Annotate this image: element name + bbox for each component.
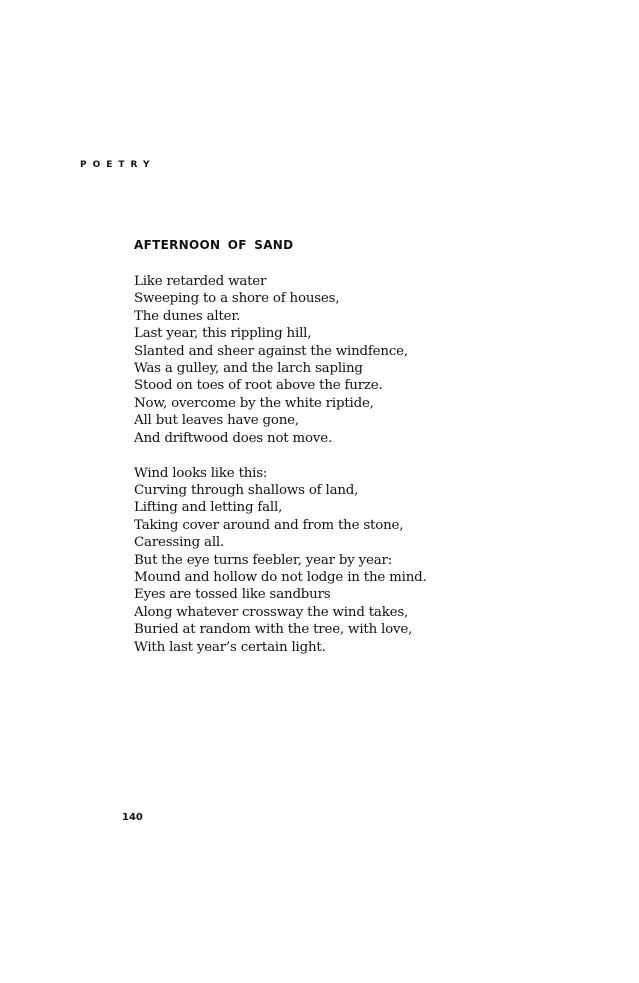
poem-line: Lifting and letting fall, — [134, 500, 283, 516]
poem-line: Buried at random with the tree, with love, — [134, 622, 413, 638]
stanza-1 — [134, 273, 614, 447]
poem-line: Like retarded water — [134, 274, 267, 289]
poem-title: AFTERNOON OF SAND — [134, 238, 294, 252]
poem-line: Now, overcome by the white riptide, — [134, 395, 374, 411]
poem-line: Slanted and sheer against the windfence, — [134, 343, 408, 359]
poem-line: Mound and hollow do not lodge in the mind. — [134, 570, 427, 585]
poem-line: Stood on toes of root above the furze. — [134, 378, 383, 394]
poem-line: Wind looks like this: — [134, 465, 268, 481]
poem-line: Sweeping to a shore of houses, — [134, 291, 340, 307]
poem-line: Taking cover around and from the stone, — [134, 517, 404, 533]
poem-line: Last year, this rippling hill, — [134, 326, 312, 342]
poem-line: Was a gulley, and the larch sapling — [134, 361, 363, 377]
stanza-2 — [134, 465, 614, 656]
poem-body — [134, 273, 614, 656]
running-head: POETRY — [80, 160, 156, 170]
poem-line: Caressing all. — [134, 535, 225, 551]
page-number: 140 — [122, 812, 143, 823]
poem-line: Along whatever crossway the wind takes, — [134, 604, 409, 620]
poem-line: And driftwood does not move. — [134, 430, 333, 446]
poem-line: All but leaves have gone, — [134, 413, 299, 429]
poem-line: Curving through shallows of land, — [134, 482, 359, 498]
poem-line: The dunes alter. — [134, 308, 241, 324]
poem-line: With last year’s certain light. — [134, 639, 326, 655]
poem-line: But the eye turns feebler, year by year: — [134, 552, 393, 568]
poem-line: Eyes are tossed like sandburs — [134, 587, 331, 603]
